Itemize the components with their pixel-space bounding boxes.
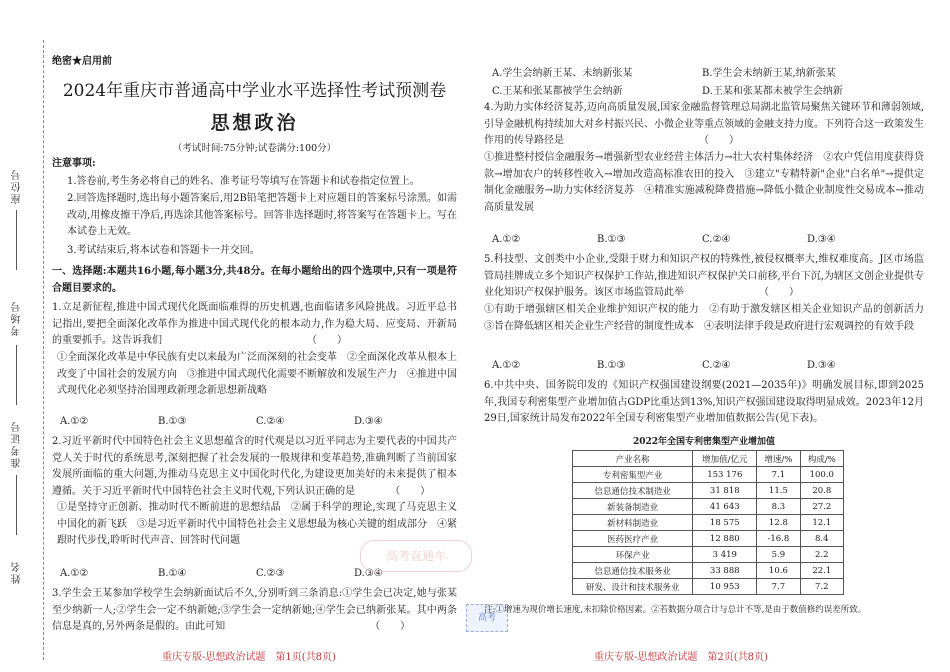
question-4-statements: ①推进整村授信金融服务→增强新型农业经营主体活力→壮大农村集体经济 ②农户凭信用度获得贷款→增加农户的转移性收入→增加改造高标准农田的投入 ③建立"专精特新"企业"白名单"→提供定制化金融服务→助力实体经济复苏 ④精准实施减税降费措施→降低小微企业制度性交易成本→推动高质量发展 [484,152,924,213]
q3-option-a[interactable]: A.学生会纳新王某、未纳新张某 [492,68,633,79]
table-cell: 研发、设计和技术服务业 [573,579,693,595]
q4-option-b[interactable]: B.①③ [597,234,626,245]
binding-margin [0,0,46,672]
notice-item-1: 1.答卷前,考生务必将自己的姓名、准考证号等填写在答题卡和试卷指定位置上。 [67,176,420,187]
question-3-options [492,64,922,79]
corner-stamp: 高考 [466,604,508,632]
notice-item-2: 2.回答选择题时,选出每小题答案后,用2B铅笔把答题卡上对应题目的答案标号涂黑。如需改动,用橡皮擦干净后,再选涂其他答案标号。回答非选择题时,将答案写在答题卡上。写在本试卷上无效。 [67,193,457,238]
table-cell: 信息通信技术服务业 [573,563,693,579]
q3-option-c[interactable]: C.王某和张某都被学生会纳新 [492,86,623,97]
ticket-number-label: 准考证号 [12,420,23,468]
table-row [573,467,844,483]
question-2-statements: ①是坚持守正创新、推动时代不断前进的思想结晶 ②属于科学的理论,实现了马克思主义中国化的新飞跃 ③是习近平新时代中国特色社会主义思想最为核心关键的组成部分 ④紧跟时代步伐,聆听时代声音、回答时代问题 [57,502,457,547]
q4-option-a[interactable]: A.①② [492,234,521,245]
table-cell: 12.8 [757,515,800,531]
binding-dashed-line [43,40,44,660]
footer-page-1: 重庆专版-思想政治试题 第1页(共8页) [162,652,336,663]
table-cell: 3 419 [693,547,757,563]
table-cell: 新材料制造业 [573,515,693,531]
question-5-statements: ①有助于增强辖区相关企业维护知识产权的能力 ②有助于激发辖区相关企业知识产品的创新活力 ③旨在降低辖区相关企业生产经营的制度性成本 ④表明法律手段是政府进行宏观调控的有效手段 [484,304,934,332]
table-header-cell: 增加值/亿元 [693,451,757,467]
table-row [573,579,844,595]
subject-title: 思想政治 [210,112,299,134]
table-cell: 11.5 [757,483,800,499]
confidential-mark: 绝密★启用前 [52,56,112,67]
table-cell: 20.8 [800,483,843,499]
q5-option-b[interactable]: B.①③ [597,360,626,371]
table-cell: 22.1 [800,563,843,579]
question-6-stem: 6.中共中央、国务院印发的《知识产权强国建设纲要(2021—2035年)》明确发展目标,即到2025年,我国专利密集型产业增加值占GDP比重达到13%,知识产权强国建设取得明显成效。2023年12月29日,国家统计局发布2022年全国专利密集型产业增加值数据公告(见下表)。 [484,380,924,425]
q2-option-d[interactable]: D.③④ [354,568,383,579]
table-row [573,547,844,563]
table-cell: 10 953 [693,579,757,595]
table-row [573,563,844,579]
q5-option-c[interactable]: C.②④ [702,360,731,371]
section-heading: 一、选择题:本题共16小题,每小题3分,共48分。在每小题给出的四个选项中,只有一项是符合题目要求的。 [52,266,457,294]
table-cell: 100.0 [800,467,843,483]
question-2-stem: 2.习近平新时代中国特色社会主义思想蕴含的时代观是以习近平同志为主要代表的中国共产党人关于时代的系统思考,深刻把握了社会发展的一般规律和变革趋势,准确判断了当前国家发展所面临的重大问题,为推动马克思主义中国化时代化,为建设更加美好的未来提供了根本遵循。关于习近平新时代中国特色社会主义时代观,下列认识正确的是 （ ） [52,436,457,497]
table-cell: 27.2 [800,499,843,515]
table-cell: 8.3 [757,499,800,515]
question-1-statements: ①全面深化改革是中华民族有史以来最为广泛而深刻的社会变革 ②全面深化改革从根本上改变了中国社会的发展方向 ③推进中国式现代化需要不断解放和发展生产力 ④推进中国式现代化必须坚持治国理政新理念新思想新战略 [57,352,457,397]
q1-option-b[interactable]: B.①③ [158,416,187,427]
table-cell: 5.9 [757,547,800,563]
table-cell: 医药医疗产业 [573,531,693,547]
table-title: 2022年全国专利密集型产业增加值 [632,437,776,447]
notice-heading: 注意事项: [52,158,96,169]
question-5-stem: 5.科技型、文创类中小企业,受限于财力和知识产权的特殊性,被侵权概率大,维权难度高。J区市场监管局挂牌成立多个知识产权保护工作站,推进知识产权保护关口前移,平台下沉,为辖区文创企业提供专业化知识产权保护服务。该区市场监管局此举 （ ） [484,254,924,299]
question-4-stem: 4.为助力实体经济复苏,迈向高质量发展,国家金融监督管理总局湖北监管局聚焦关键环节和薄弱领域,引导金融机构持续加大对乡村振兴民、小微企业等重点领域的金融支持力度。下列符合这一政策发生作用的传导路径是 （ ） [484,102,924,147]
notice-item-3: 3.考试结束后,将本试卷和答题卡一并交回。 [67,245,260,256]
table-cell: 153 176 [693,467,757,483]
seat-number-line [16,210,17,270]
ticket-number-line [16,475,17,535]
table-cell: 12.1 [800,515,843,531]
page-2 [484,0,934,672]
table-cell: 环保产业 [573,547,693,563]
exam-room-label: 考场号 [12,300,23,336]
question-4-options [492,234,912,245]
q1-option-d[interactable]: D.③④ [354,416,383,427]
q3-option-d[interactable]: D.王某和张某都未被学生会纳新 [702,86,843,97]
table-row [573,515,844,531]
table-cell: 7.2 [800,579,843,595]
exam-info: （考试时间:75分钟;试卷满分:100分） [172,143,337,154]
table-cell: 33 888 [693,563,757,579]
q2-option-c[interactable]: C.②③ [256,568,285,579]
q3-option-b[interactable]: B.学生会未纳新王某,纳新张某 [702,68,836,79]
q4-option-d[interactable]: D.③④ [807,234,836,245]
table-cell: 专利密集型产业 [573,467,693,483]
patent-industry-table [572,450,844,595]
table-cell: -16.8 [757,531,800,547]
question-1-options [60,416,452,427]
exam-room-line [16,345,17,405]
table-header-cell: 构成/% [800,451,843,467]
table-header-cell: 产业名称 [573,451,693,467]
question-5-options [492,360,912,371]
table-row [573,483,844,499]
table-cell: 新装备制造业 [573,499,693,515]
question-3-stem: 3.学生会王某参加学校学生会纳新面试后不久,分别听到三条消息:①学生会已决定,她与张某至少纳新一人;②学生会一定不纳新她;③学生会一定纳新她;④学生会已纳新张某。其中两条信息是真的,另外两条是假的。由此可知 （ ） [52,588,457,633]
table-cell: 18 575 [693,515,757,531]
table-cell: 7.1 [757,467,800,483]
table-header-row [573,451,844,467]
table-cell: 41 643 [693,499,757,515]
table-header-cell: 增速/% [757,451,800,467]
question-1-stem: 1.立足新征程,推进中国式现代化既面临难得的历史机遇,也面临诸多风险挑战。习近平总书记指出,要把全面深化改革作为推进中国式现代化的根本动力,作为稳大局、应变局、开新局的重要抓手。这告诉我们 （ ） [52,302,457,347]
name-label: 姓名 [12,560,23,584]
q1-option-a[interactable]: A.①② [60,416,89,427]
watermark-logo: 高考直通车 [360,540,472,572]
table-row [573,531,844,547]
q5-option-d[interactable]: D.③④ [807,360,836,371]
table-cell: 8.4 [800,531,843,547]
question-3-options-row2 [492,82,922,97]
table-cell: 10.6 [757,563,800,579]
q2-option-b[interactable]: B.①④ [158,568,187,579]
exam-title: 2024年重庆市普通高中学业水平选择性考试预测卷 [62,81,447,101]
q2-option-a[interactable]: A.①② [60,568,89,579]
q1-option-c[interactable]: C.②④ [256,416,285,427]
q5-option-a[interactable]: A.①② [492,360,521,371]
table-cell: 31 818 [693,483,757,499]
seat-number-label: 座位号 [12,168,23,204]
table-row [573,499,844,515]
q4-option-c[interactable]: C.②④ [702,234,731,245]
table-cell: 12 880 [693,531,757,547]
table-cell: 7.7 [757,579,800,595]
table-cell: 信息通信技术制造业 [573,483,693,499]
table-note: 注:①增速为现价增长速度,未扣除价格因素。②若数据分项合计与总计不等,是由于数值修约误差所致。 [484,605,867,615]
table-cell: 2.2 [800,547,843,563]
footer-page-2: 重庆专版-思想政治试题 第2页(共8页) [594,652,768,663]
